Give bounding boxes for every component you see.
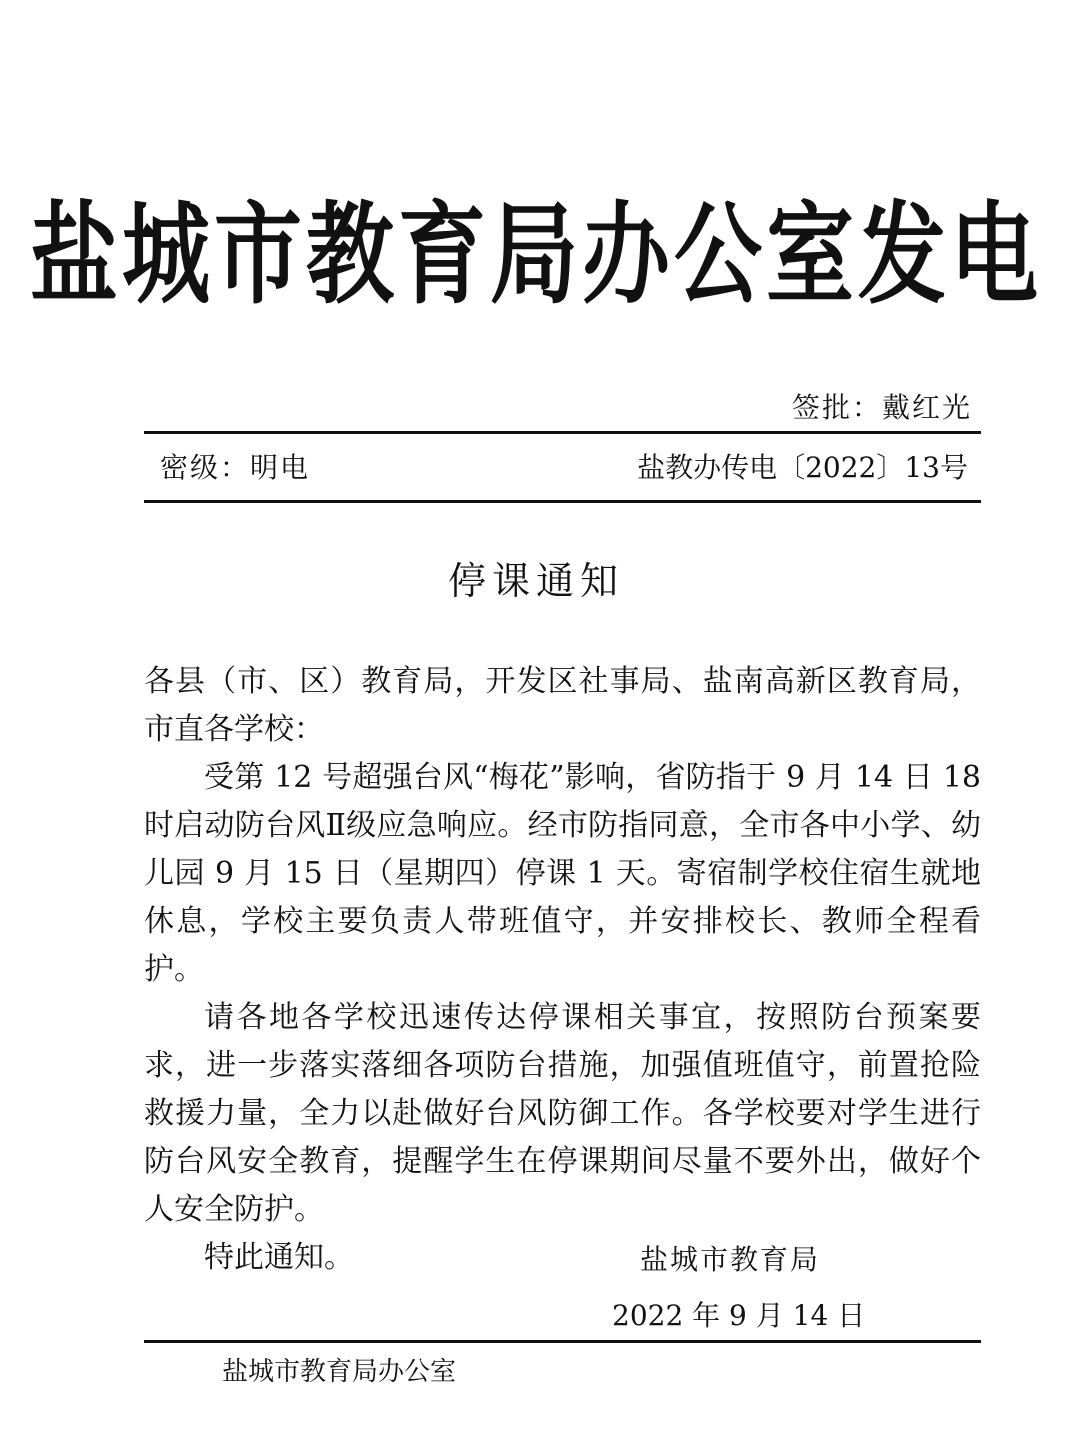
masthead-title: 盐城市教育局办公室发电 <box>29 190 1042 320</box>
issuer-name: 盐城市教育局 <box>640 1243 821 1276</box>
header-rule-bottom <box>144 500 981 503</box>
notice-title: 停课通知 <box>447 559 624 603</box>
issue-date: 2022 年 9 月 14 日 <box>612 1299 866 1332</box>
document-number: 盐教办传电〔2022〕13号 <box>637 451 968 484</box>
closing-line: 特此通知。 <box>204 1240 354 1275</box>
footer-rule <box>144 1340 981 1343</box>
classification-label: 密级：明电 <box>160 451 311 484</box>
footer-org: 盐城市教育局办公室 <box>222 1357 457 1387</box>
addressee-line: 各县（市、区）教育局，开发区社事局、盐南高新区教育局，市直各学校： <box>144 664 981 747</box>
body-paragraph: 请各地各学校迅速传达停课相关事宜，按照防台预案要求，进一步落实落细各项防台措施，加强值班值守，前置抢险救援力量，全力以赴做好台风防御工作。各学校要对学生进行防台风安全教育，提醒学生在停课期间尽量不要外出，做好个人安全防护。 <box>144 1000 981 1227</box>
notice-body <box>144 658 981 1282</box>
body-paragraph: 受第 12 号超强台风“梅花”影响，省防指于 9 月 14 日 18 时启动防台风Ⅱ级应急响应。经市防指同意，全市各中小学、幼儿园 9 月 15 日（星期四）停课 1 天。寄宿制学校住宿生就地休息，学校主要负责人带班值守，并安排校长、教师全程看护。 <box>144 760 981 987</box>
approval-signer: 签批：戴红光 <box>791 391 972 424</box>
header-rule-top <box>144 431 981 434</box>
